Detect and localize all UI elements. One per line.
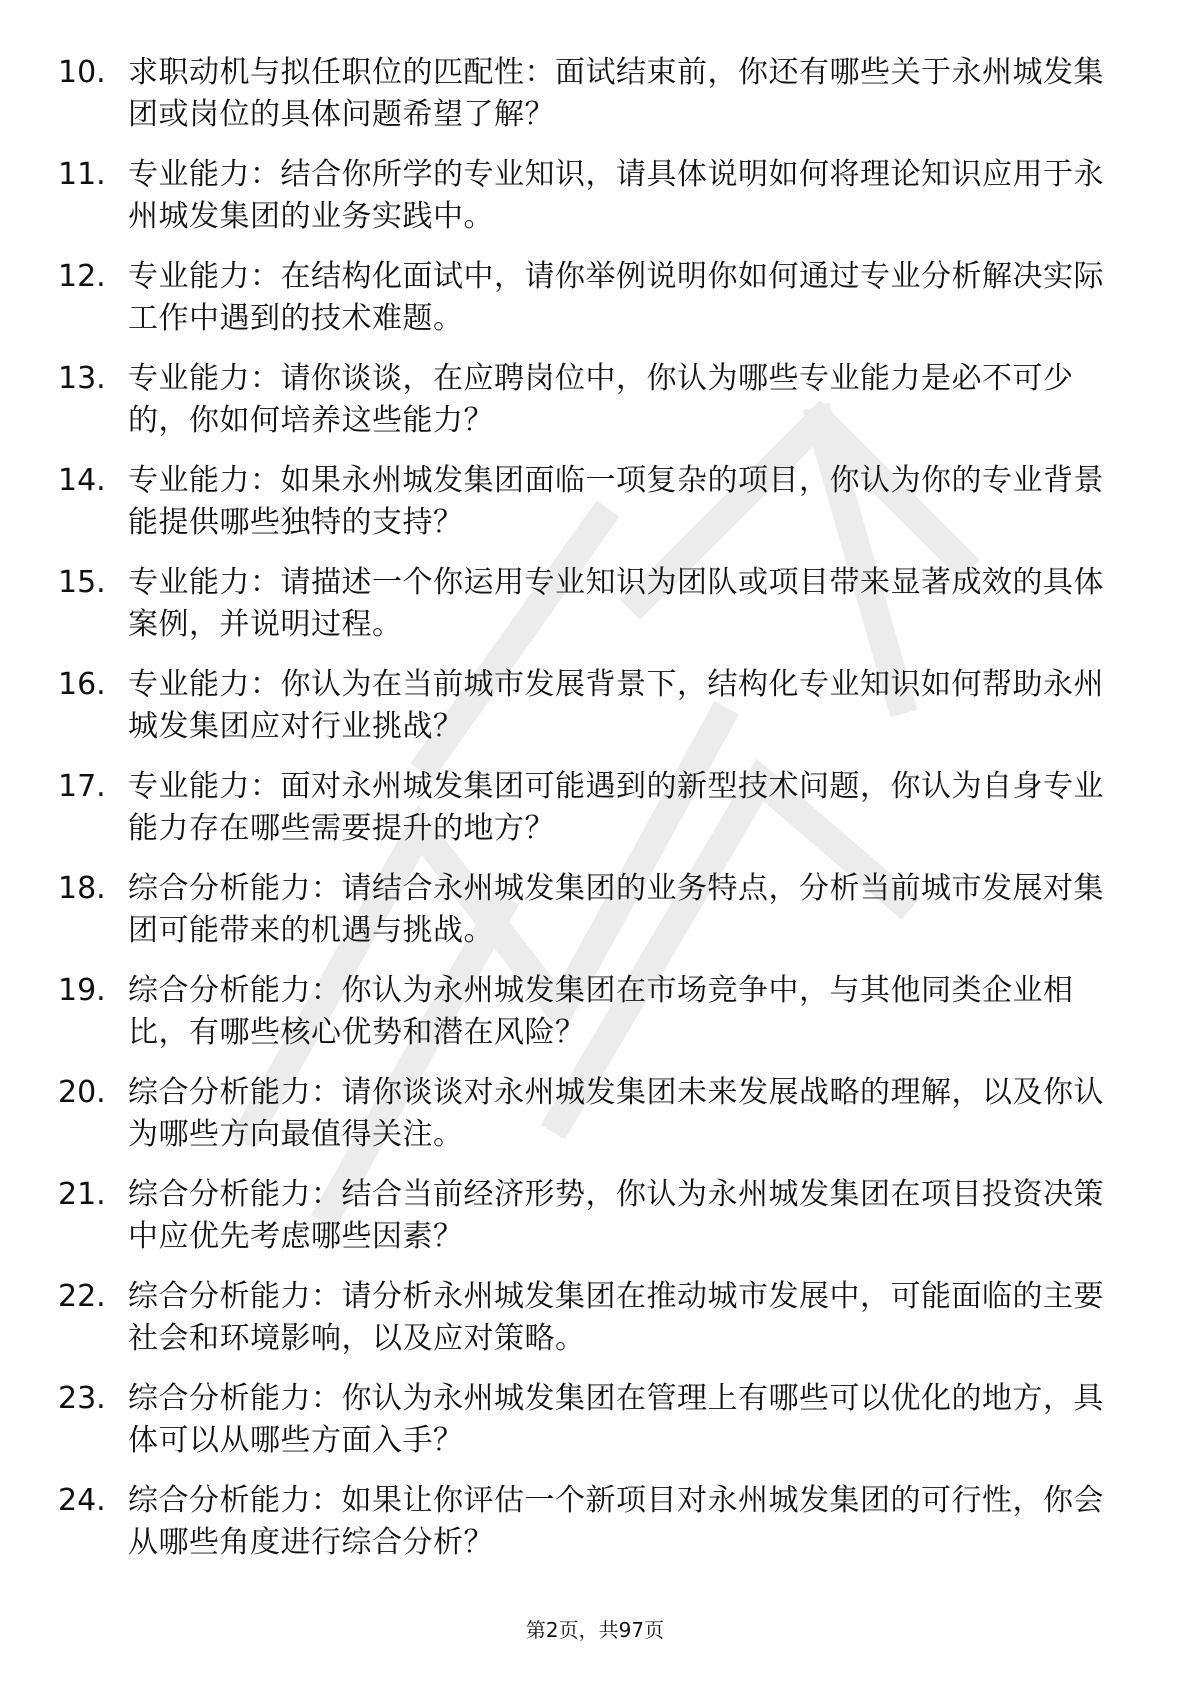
question-item xyxy=(58,562,1108,646)
question-item xyxy=(58,460,1108,544)
question-text: 专业能力：在结构化面试中，请你举例说明你如何通过专业分析解决实际工作中遇到的技术难题。 xyxy=(128,259,1104,336)
question-item xyxy=(58,154,1108,238)
question-number: 23. xyxy=(58,1381,106,1416)
question-text: 专业能力：结合你所学的专业知识，请具体说明如何将理论知识应用于永州城发集团的业务实践中。 xyxy=(128,157,1104,234)
question-number: 20. xyxy=(58,1075,106,1110)
question-text: 专业能力：如果永州城发集团面临一项复杂的项目，你认为你的专业背景能提供哪些独特的支持？ xyxy=(128,463,1104,540)
question-text: 专业能力：面对永州城发集团可能遇到的新型技术问题，你认为自身专业能力存在哪些需要提升的地方？ xyxy=(128,769,1104,846)
question-number: 21. xyxy=(58,1177,106,1212)
question-text: 专业能力：请你谈谈，在应聘岗位中，你认为哪些专业能力是必不可少的，你如何培养这些能力？ xyxy=(128,361,1074,438)
question-text: 专业能力：请描述一个你运用专业知识为团队或项目带来显著成效的具体案例，并说明过程。 xyxy=(128,565,1104,642)
question-text: 求职动机与拟任职位的匹配性：面试结束前，你还有哪些关于永州城发集团或岗位的具体问题希望了解？ xyxy=(128,55,1104,132)
question-item xyxy=(58,1072,1108,1156)
question-number: 13. xyxy=(58,361,106,396)
question-text: 综合分析能力：你认为永州城发集团在市场竞争中，与其他同类企业相比，有哪些核心优势和潜在风险？ xyxy=(128,973,1074,1050)
question-number: 18. xyxy=(58,871,106,906)
question-number: 11. xyxy=(58,157,106,192)
question-item xyxy=(58,868,1108,952)
question-item xyxy=(58,52,1108,136)
question-number: 15. xyxy=(58,565,106,600)
question-item xyxy=(58,1276,1108,1360)
question-number: 10. xyxy=(58,55,106,90)
question-number: 24. xyxy=(58,1483,106,1518)
question-text: 综合分析能力：请结合永州城发集团的业务特点，分析当前城市发展对集团可能带来的机遇与挑战。 xyxy=(128,871,1104,948)
question-item xyxy=(58,358,1108,442)
question-item xyxy=(58,1174,1108,1258)
question-list xyxy=(58,52,1108,1582)
question-item xyxy=(58,1378,1108,1462)
question-number: 14. xyxy=(58,463,106,498)
question-text: 综合分析能力：请分析永州城发集团在推动城市发展中，可能面临的主要社会和环境影响，以及应对策略。 xyxy=(128,1279,1104,1356)
question-number: 17. xyxy=(58,769,106,804)
question-item xyxy=(58,970,1108,1054)
question-number: 22. xyxy=(58,1279,106,1314)
question-item xyxy=(58,766,1108,850)
question-item xyxy=(58,664,1108,748)
question-text: 综合分析能力：你认为永州城发集团在管理上有哪些可以优化的地方，具体可以从哪些方面入手？ xyxy=(128,1381,1104,1458)
question-text: 综合分析能力：请你谈谈对永州城发集团未来发展战略的理解，以及你认为哪些方向最值得关注。 xyxy=(128,1075,1104,1152)
question-number: 19. xyxy=(58,973,106,1008)
question-text: 综合分析能力：如果让你评估一个新项目对永州城发集团的可行性，你会从哪些角度进行综合分析？ xyxy=(128,1483,1104,1560)
page-number: 第2页，共97页 xyxy=(525,1618,665,1642)
question-text: 综合分析能力：结合当前经济形势，你认为永州城发集团在项目投资决策中应优先考虑哪些因素？ xyxy=(128,1177,1104,1254)
question-number: 16. xyxy=(58,667,106,702)
question-item xyxy=(58,256,1108,340)
question-number: 12. xyxy=(58,259,106,294)
question-text: 专业能力：你认为在当前城市发展背景下，结构化专业知识如何帮助永州城发集团应对行业挑战？ xyxy=(128,667,1104,744)
question-item xyxy=(58,1480,1108,1564)
